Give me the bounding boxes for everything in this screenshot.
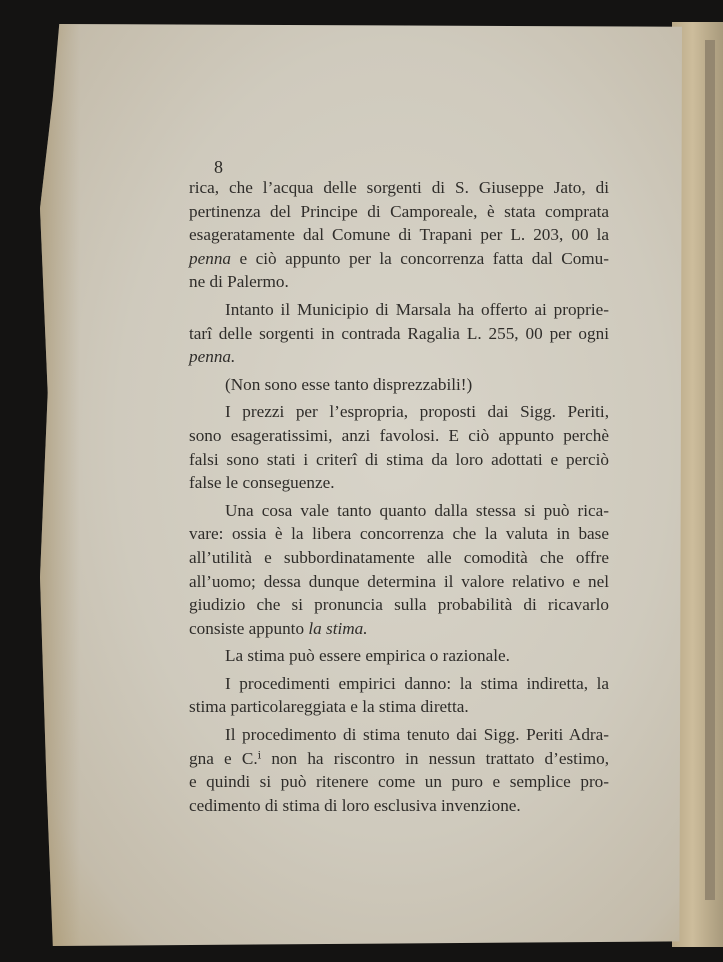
text-line: false le conseguenze. [189,473,335,493]
text-line: esageratamente dal Comune di Trapani per L. 203, 00 la [189,225,609,245]
paragraph [189,176,609,294]
italic-term: penna. [189,347,236,367]
text-line: e quindi si può ritenere come un puro e semplice pro- [189,772,609,792]
text-line [189,345,609,369]
text-line: tarî delle sorgenti in contrada Ragalia L. 255, 00 per ogni [189,323,609,343]
text-line: stima particolareggiata e la stima diretta. [189,697,469,717]
text-line: consiste appunto la stima. [189,618,368,638]
page-edge-shadow [40,24,80,946]
page-number: 8 [214,157,223,177]
text-line: Intanto il Municipio di Marsala ha offerto ai proprie- [225,299,609,319]
text-line: penna e ciò appunto per la concorrenza fatta dal Comu- [189,248,609,268]
text-line: Una cosa vale tanto quanto dalla stessa si può rica- [225,500,609,520]
text-line: cedimento di stima di loro esclusiva invenzione. [189,795,521,815]
page-stack-edge [705,40,715,900]
text-line: ne di Palermo. [189,272,289,292]
text-line: gna e C.ⁱ non ha riscontro in nessun trattato d’estimo, [189,748,609,768]
text-line: I prezzi per l’espropria, proposti dai Sigg. Periti, [225,402,609,422]
text-line: vare: ossia è la libera concorrenza che la valuta in base [189,524,609,544]
paragraph [189,373,609,397]
text-line: pertinenza del Principe di Camporeale, è stata comprata [189,201,609,221]
paragraph [189,400,609,494]
text-line: (Non sono esse tanto disprezzabili!) [225,374,473,394]
text-line: all’uomo; dessa dunque determina il valore relativo e nel [189,571,609,591]
text-line: sono esageratissimi, anzi favolosi. E ciò appunto perchè [189,425,609,445]
text-line: all’utilità e subbordinatamente alle comodità che offre [189,547,609,567]
paragraph [189,298,609,369]
text-line: falsi sono stati i criterî di stima da loro adottati e perciò [189,449,609,469]
paragraph [189,723,609,817]
paragraph [189,672,609,719]
italic-term: la stima. [308,618,368,638]
text-line: rica, che l’acqua delle sorgenti di S. Giuseppe Jato, di [189,178,609,197]
text-line: Il procedimento di stima tenuto dai Sigg. Periti Adra- [225,725,609,745]
body-text [189,176,609,817]
text-line: giudizio che si pronuncia sulla probabilità di ricavarlo [189,595,609,615]
text-line: I procedimenti empirici danno: la stima indiretta, la [225,673,609,693]
text-line: La stima può essere empirica o razionale. [225,646,510,666]
paragraph [189,499,609,641]
italic-term: penna [189,248,232,268]
paragraph [189,644,609,668]
